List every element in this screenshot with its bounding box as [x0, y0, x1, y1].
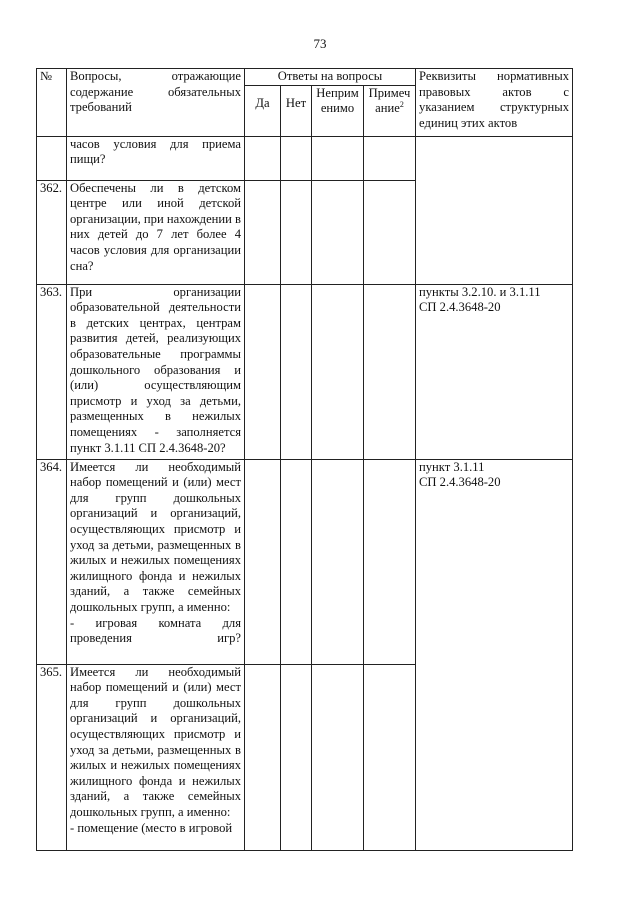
row-requisites — [416, 136, 573, 284]
answer-na-cell — [312, 180, 364, 284]
requisite-line: пункт 3.1.11 — [419, 459, 485, 474]
answer-na-cell — [312, 664, 364, 850]
table-row — [37, 136, 573, 180]
row-number: 365. — [37, 664, 67, 850]
header-requisites: Реквизиты нормативных правовых актов с указанием структурных единиц этих актов — [416, 69, 573, 137]
header-note — [364, 85, 416, 136]
requisite-line: пункты 3.2.10. и 3.1.11 — [419, 284, 541, 299]
header-no: Нет — [281, 85, 312, 136]
answer-yes-cell — [245, 136, 281, 180]
header-yes: Да — [245, 85, 281, 136]
answer-note-cell — [364, 180, 416, 284]
row-question: При организации образовательной деятельности в детских центрах, центрам развития детей, реализующих образовательные программы дошкольного образования и (или) осуществляющим присмотр и уход за детьми, размещенных в нежилых помещениях - заполняется пункт 3.1.11 СП 2.4.3648-20? — [67, 284, 245, 459]
page-number: 73 — [313, 36, 327, 51]
row-question: Обеспечены ли в детском центре или иной детской организации, при нахождении в них детей до 7 лет более 4 часов условия для организации сна? — [67, 180, 245, 284]
row-number: 363. — [37, 284, 67, 459]
answer-na-cell — [312, 284, 364, 459]
answer-yes-cell — [245, 180, 281, 284]
row-number: 362. — [37, 180, 67, 284]
question-list-item: - игровая комната для проведения игр? — [70, 615, 241, 646]
row-requisites — [416, 284, 573, 459]
header-questions: Вопросы, отражающие содержание обязательных требований — [67, 69, 245, 137]
answer-na-cell — [312, 459, 364, 664]
requirements-table — [36, 68, 573, 851]
answer-yes-cell — [245, 459, 281, 664]
answer-note-cell — [364, 664, 416, 850]
answer-no-cell — [281, 459, 312, 664]
answer-yes-cell — [245, 284, 281, 459]
answer-na-cell — [312, 136, 364, 180]
requisite-line: СП 2.4.3648-20 — [419, 475, 501, 490]
header-answers: Ответы на вопросы — [245, 69, 416, 86]
requisite-line: СП 2.4.3648-20 — [419, 300, 501, 315]
answer-no-cell — [281, 664, 312, 850]
row-number: 364. — [37, 459, 67, 664]
header-not-applicable-text: Неприменимо — [316, 85, 359, 116]
header-note-footnote: 2 — [399, 100, 404, 109]
header-note-text: Примечание — [368, 85, 411, 116]
table-row — [37, 284, 573, 459]
question-text: Имеется ли необходимый набор помещений и (или) мест для групп дошкольных организаций и организаций, осуществляющих присмотр и уход за детьми, размещенных в жилых и нежилых помещениях жилищного фонда и нежилых зданий, а также семейных дошкольных групп, а именно: — [70, 459, 241, 614]
table-row — [37, 459, 573, 664]
answer-note-cell — [364, 284, 416, 459]
question-list-item: - помещение (место в игровой — [70, 820, 233, 835]
row-question — [67, 459, 245, 664]
row-requisites — [416, 459, 573, 850]
row-question: часов условия для приема пищи? — [67, 136, 245, 180]
header-number: № — [37, 69, 67, 137]
answer-no-cell — [281, 136, 312, 180]
answer-note-cell — [364, 136, 416, 180]
answer-note-cell — [364, 459, 416, 664]
answer-no-cell — [281, 180, 312, 284]
answer-no-cell — [281, 284, 312, 459]
answer-yes-cell — [245, 664, 281, 850]
row-number — [37, 136, 67, 180]
header-not-applicable — [312, 85, 364, 136]
question-text: Имеется ли необходимый набор помещений и (или) мест для групп дошкольных организаций и организаций, осуществляющих присмотр и уход за детьми, размещенных в жилых и нежилых помещениях жилищного фонда и нежилых зданий, а также семейных дошкольных групп, а именно: — [70, 664, 241, 819]
row-question — [67, 664, 245, 850]
